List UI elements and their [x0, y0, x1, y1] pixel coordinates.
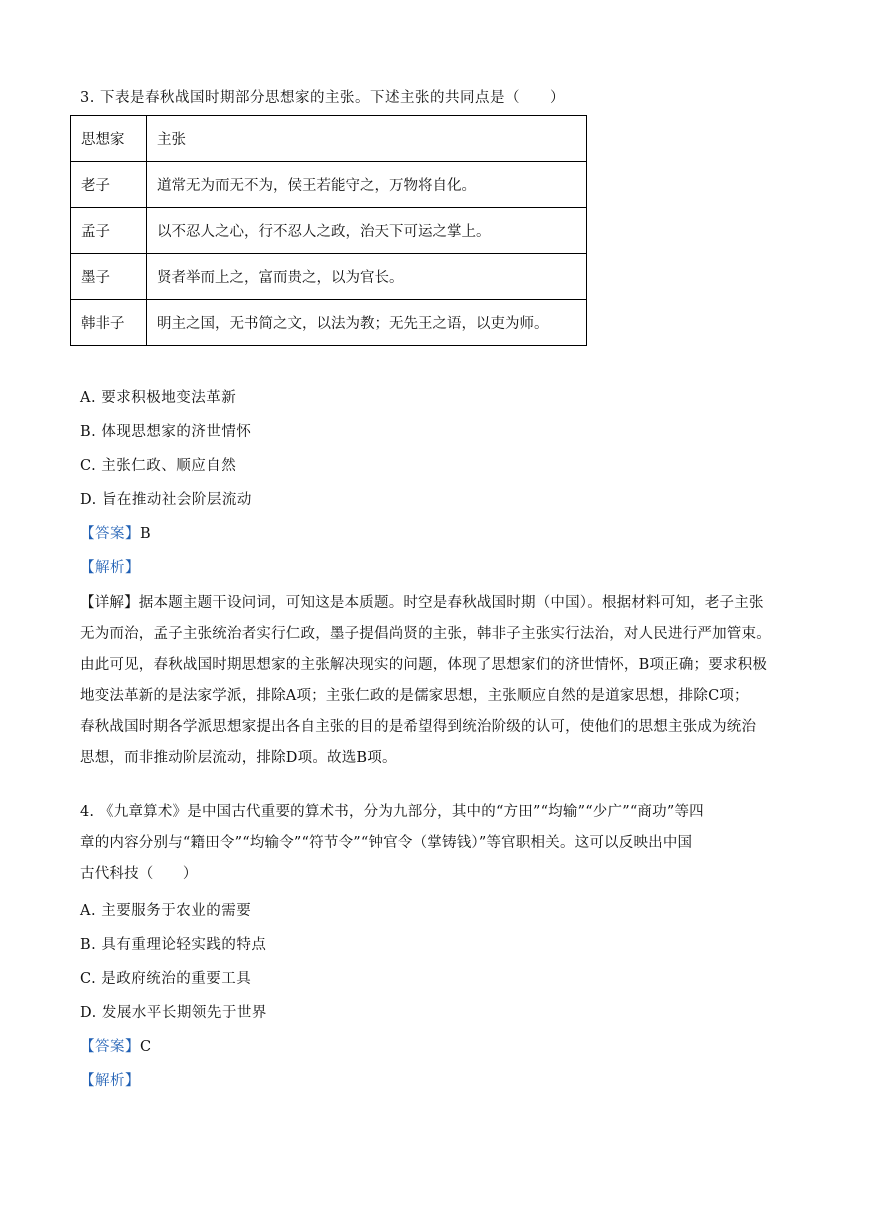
- table-row: [71, 208, 587, 254]
- question-3-stem: 3. 下表是春秋战国时期部分思想家的主张。下述主张的共同点是（ ）: [80, 90, 565, 106]
- question-3-answer: [80, 524, 151, 544]
- question-4-stem: [80, 797, 792, 890]
- table-header-row: [71, 116, 587, 162]
- question-4-answer: [80, 1037, 152, 1057]
- question-3-analysis-tag: 【解析】: [80, 560, 140, 576]
- table-cell-idea: 以不忍人之心，行不忍人之政，治天下可运之掌上。: [147, 208, 587, 254]
- question-3-detail: [80, 588, 792, 774]
- detail-line: 地变法革新的是法家学派，排除A项；主张仁政的是儒家思想，主张顺应自然的是道家思想，排除C项；: [80, 688, 749, 704]
- table-cell-thinker: 韩非子: [71, 300, 147, 346]
- table-header-cell: 主张: [147, 116, 587, 162]
- table-row: [71, 162, 587, 208]
- table-header-cell: 思想家: [71, 116, 147, 162]
- answer-value: C: [140, 1039, 152, 1055]
- question-4-option-c: C. 是政府统治的重要工具: [80, 971, 252, 987]
- answer-tag: 【答案】: [80, 1039, 140, 1055]
- table-cell-idea: 贤者举而上之，富而贵之，以为官长。: [147, 254, 587, 300]
- question-3-option-b: B. 体现思想家的济世情怀: [80, 424, 252, 440]
- table-cell-idea: 道常无为而无不为，侯王若能守之，万物将自化。: [147, 162, 587, 208]
- question-4-analysis-tag: 【解析】: [80, 1073, 140, 1089]
- thinkers-table: [70, 115, 587, 346]
- answer-tag: 【答案】: [80, 526, 140, 542]
- detail-line: [80, 588, 792, 619]
- question-4-option-b: B. 具有重理论轻实践的特点: [80, 937, 267, 953]
- stem-line: 4. 《九章算术》是中国古代重要的算术书，分为九部分，其中的“方田”“均输”“少广”“商功”等四: [80, 804, 704, 820]
- answer-value: B: [140, 526, 152, 542]
- detail-text: 据本题主题干设问词，可知这是本质题。时空是春秋战国时期（中国）。根据材料可知，老子主张: [138, 595, 764, 611]
- detail-tag: 【详解】: [80, 595, 139, 611]
- stem-line: 古代科技（ ）: [80, 866, 198, 882]
- question-4-option-a: A. 主要服务于农业的需要: [80, 903, 252, 919]
- detail-line: 思想，而非推动阶层流动，排除D项。故选B项。: [80, 750, 397, 766]
- detail-line: 无为而治，孟子主张统治者实行仁政，墨子提倡尚贤的主张，韩非子主张实行法治，对人民进行严加管束。: [80, 626, 771, 642]
- detail-line: 春秋战国时期各学派思想家提出各自主张的目的是希望得到统治阶级的认可，使他们的思想主张成为统治: [80, 719, 757, 735]
- question-4-option-d: D. 发展水平长期领先于世界: [80, 1005, 267, 1021]
- table-cell-idea: 明主之国，无书简之文，以法为教；无先王之语，以吏为师。: [147, 300, 587, 346]
- table-cell-thinker: 孟子: [71, 208, 147, 254]
- stem-line: 章的内容分别与“籍田令”“均输令”“符节令”“钟官令（掌铸钱）”等官职相关。这可以反映出中国: [80, 835, 693, 851]
- table-row: [71, 254, 587, 300]
- question-3-option-c: C. 主张仁政、顺应自然: [80, 458, 237, 474]
- table-row: [71, 300, 587, 346]
- question-3-option-a: A. 要求积极地变法革新: [80, 390, 237, 406]
- table-cell-thinker: 墨子: [71, 254, 147, 300]
- question-3-option-d: D. 旨在推动社会阶层流动: [80, 492, 252, 508]
- table-cell-thinker: 老子: [71, 162, 147, 208]
- detail-line: 由此可见，春秋战国时期思想家的主张解决现实的问题，体现了思想家们的济世情怀，B项正确；要求积极: [80, 657, 768, 673]
